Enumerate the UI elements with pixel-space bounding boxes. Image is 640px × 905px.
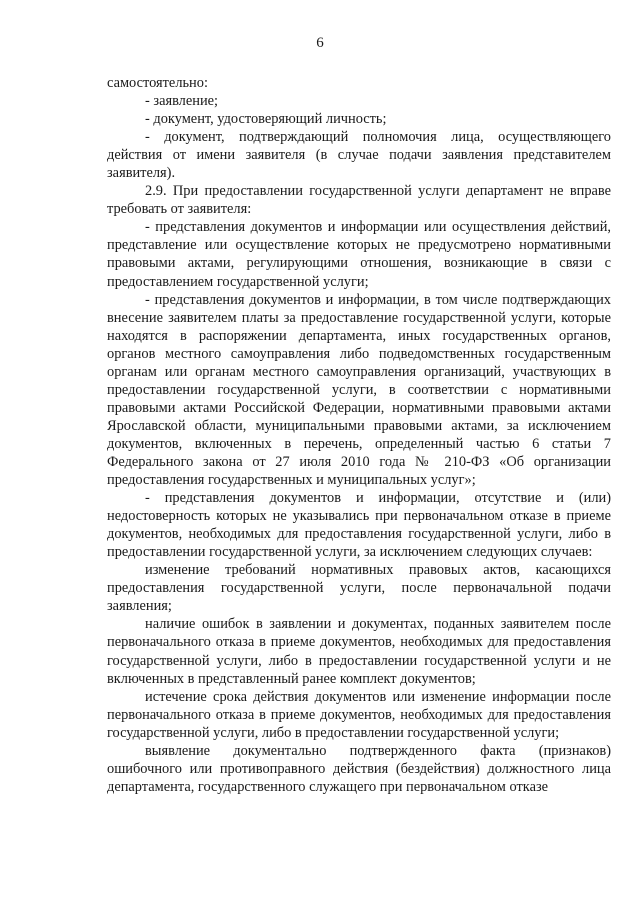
list-item: - документ, подтверждающий полномочия лица, осуществляющего действия от имени заявителя (в случае подачи заявления представителем заявителя). [107,129,611,182]
document-body [107,74,611,796]
sub-list-item: наличие ошибок в заявлении и документах, поданных заявителем после первоначального отказа в приеме документов, необходимых для предоставления государственной услуги, либо в предоставлении государственной услуги и не включенных в представленный ранее комплект документов; [107,616,611,687]
list-item: - представления документов и информации, отсутствие и (или) недостоверность которых не указывались при первоначальном отказе в приеме документов, необходимых для предоставления государственной услуги, либо в предоставлении государственной услуги, за исключением следующих случаев: [107,490,611,561]
list-item: - представления документов и информации, в том числе подтверждающих внесение заявителем платы за предоставление государственной услуги, которые находятся в распоряжении департамента, иных государственных органов, органов местного самоуправления либо подведомственных государственным органам или органам местного самоуправления организаций, участвующих в предоставлении государственной услуги, в соответствии с нормативными правовыми актами Российской Федерации, нормативными правовыми актами Ярославской области, муниципальными правовыми актами, за исключением документов, включенных в перечень, определенный частью 6 статьи 7 Федерального закона от 27 июля 2010 года № 210-ФЗ «Об организации предоставления государственных и муниципальных услуг»; [107,291,611,489]
sub-list-item: изменение требований нормативных правовых актов, касающихся предоставления государственной услуги, после первоначальной подачи заявления; [107,562,611,615]
page-number: 6 [316,35,324,51]
section-paragraph: 2.9. При предоставлении государственной услуги департамент не вправе требовать от заявителя: [107,183,611,218]
list-item: - документ, удостоверяющий личность; [145,111,387,128]
list-item: - заявление; [145,93,219,110]
sub-list-item: истечение срока действия документов или изменение информации после первоначального отказа в приеме документов, необходимых для предоставления государственной услуги, либо в предоставлении государственной услуги; [107,688,611,741]
sub-list-item: выявление документально подтвержденного факта (признаков) ошибочного или противоправного действия (бездействия) должностного лица департамента, государственного служащего при первоначальном отказе [107,742,611,795]
paragraph: самостоятельно: [107,75,208,91]
list-item: - представления документов и информации или осуществления действий, представление или осуществление которых не предусмотрено нормативными правовыми актами, регулирующими отношения, возникающие в связи с предоставлением государственной услуги; [107,219,611,290]
